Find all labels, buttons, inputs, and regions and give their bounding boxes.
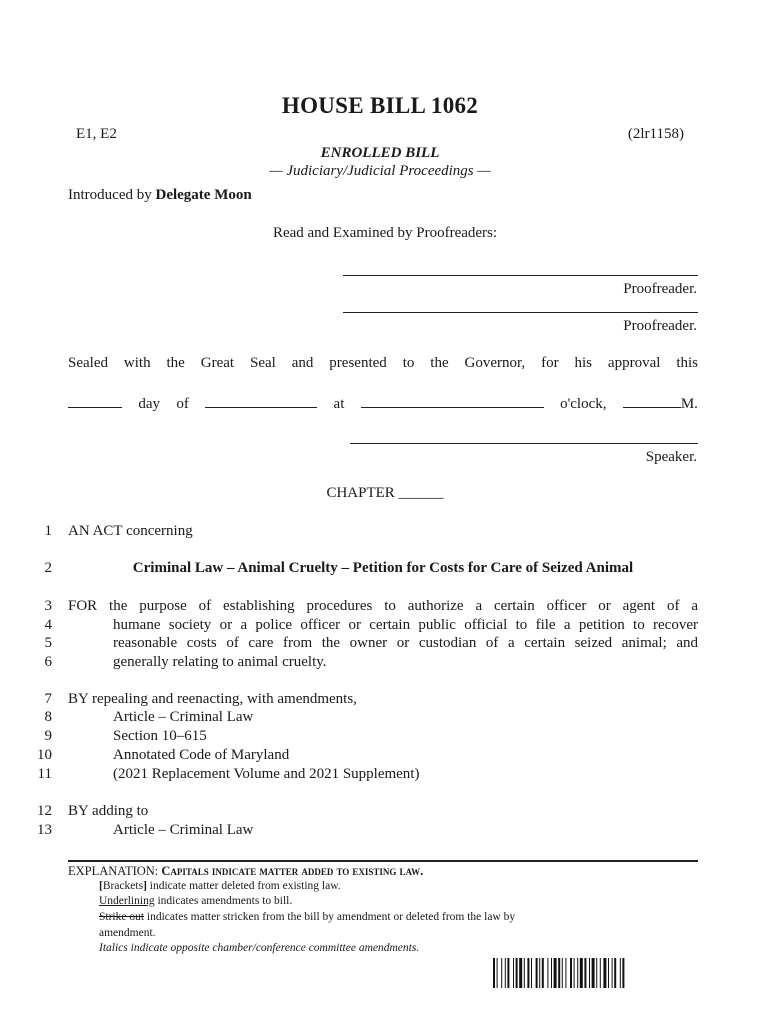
- footer-rule: [68, 860, 698, 862]
- barcode-bar: [493, 958, 495, 988]
- explanation-underlining: [99, 895, 292, 907]
- speaker-signature-line: [350, 443, 698, 444]
- purpose-line: reasonable costs of care from the owner or custodian of a certain seized animal; and: [113, 635, 698, 651]
- date-time-row: [68, 393, 698, 413]
- barcode-bar: [558, 958, 560, 988]
- barcode-bar: [507, 958, 509, 988]
- barcode-bar: [622, 958, 624, 988]
- barcode-bar: [562, 958, 563, 988]
- proofreader-signature-line-1: [343, 275, 698, 276]
- explanation-strike-cont: amendment.: [99, 927, 156, 939]
- line-number: 13: [37, 822, 52, 838]
- adding-line: Article – Criminal Law: [113, 822, 254, 838]
- bill-title: HOUSE BILL 1062: [281, 93, 479, 118]
- subject-codes: E1, E2: [76, 126, 117, 142]
- repeal-line: (2021 Replacement Volume and 2021 Supplement): [113, 766, 420, 782]
- barcode-bar: [574, 958, 575, 988]
- barcode-bar: [565, 958, 566, 988]
- barcode-image: [493, 958, 679, 988]
- chapter-line: CHAPTER ______: [326, 485, 444, 501]
- speaker-label: Speaker.: [645, 449, 697, 465]
- line-number: 2: [44, 560, 52, 576]
- strike-text: indicates matter stricken from the bill by amendment or deleted from the law by: [144, 911, 516, 923]
- introduced-prefix: Introduced by: [68, 187, 156, 203]
- purpose-line: FOR the purpose of establishing procedures to authorize a certain officer or agent of a: [68, 598, 698, 614]
- meridiem-blank: [623, 393, 681, 408]
- line-number: 5: [44, 635, 52, 651]
- explanation-label: EXPLANATION:: [68, 864, 162, 878]
- day-word: day: [138, 396, 161, 412]
- repeal-line: Article – Criminal Law: [113, 709, 254, 725]
- line-number: 3: [44, 598, 52, 614]
- barcode-bar: [551, 958, 552, 988]
- repeal-line: Section 10–615: [113, 728, 207, 744]
- barcode-bar: [513, 958, 514, 988]
- proofreader-label-2: Proofreader.: [623, 318, 697, 334]
- barcode-bar: [501, 958, 502, 988]
- at-word: at: [333, 396, 345, 412]
- line-number: 6: [44, 654, 52, 670]
- barcode-bar: [577, 958, 578, 988]
- barcode-bar: [580, 958, 583, 988]
- barcode-bar: [527, 958, 529, 988]
- barcode-bar: [536, 958, 538, 988]
- barcode-bar: [589, 958, 590, 988]
- brackets-word: Brackets: [102, 880, 144, 892]
- barcode-bar: [600, 958, 601, 988]
- explanation-italics: Italics indicate opposite chamber/conference committee amendments.: [99, 942, 420, 954]
- act-concerning: AN ACT concerning: [68, 523, 193, 539]
- sponsor-name: Delegate Moon: [155, 187, 252, 203]
- brackets-text: indicate matter deleted from existing law.: [146, 880, 341, 892]
- purpose-line: generally relating to animal cruelty.: [113, 654, 327, 670]
- line-number: 4: [44, 617, 52, 633]
- repeal-line: BY repealing and reenacting, with amendments,: [68, 691, 357, 707]
- m-word: M.: [680, 396, 698, 412]
- underlining-text: indicates amendments to bill.: [154, 895, 293, 907]
- barcode-bar: [603, 958, 606, 988]
- sealed-statement: Sealed with the Great Seal and presented to the Governor, for his approval this: [68, 355, 698, 371]
- proofreader-label-1: Proofreader.: [623, 281, 697, 297]
- time-blank: [361, 393, 544, 408]
- barcode-bar: [612, 958, 613, 988]
- enrolled-status: ENROLLED BILL: [320, 145, 440, 161]
- day-blank: [68, 393, 122, 408]
- bill-drafting-number: (2lr1158): [627, 126, 684, 142]
- line-number: 8: [44, 709, 52, 725]
- proofreader-signature-line-2: [343, 312, 698, 313]
- barcode-bar: [505, 958, 506, 988]
- line-number: 12: [37, 803, 52, 819]
- line-number: 9: [44, 728, 52, 744]
- barcode-bar: [542, 958, 544, 988]
- barcode-bar: [497, 958, 498, 988]
- barcode-bar: [524, 958, 525, 988]
- barcode-bar: [570, 958, 572, 988]
- line-number: 1: [44, 523, 52, 539]
- line-number: 11: [37, 766, 52, 782]
- explanation-capitals: Capitals indicate matter added to existing law.: [161, 864, 424, 878]
- committee-line: — Judiciary/Judicial Proceedings —: [269, 163, 491, 179]
- line-number: 10: [37, 747, 52, 763]
- line-number: 7: [44, 691, 52, 707]
- strike-word: Strike out: [99, 911, 145, 923]
- barcode-bar: [620, 958, 621, 988]
- barcode-bar: [539, 958, 540, 988]
- month-blank: [205, 393, 317, 408]
- barcode-bar: [608, 958, 609, 988]
- explanation-brackets: [Brackets] indicate matter deleted from existing law.: [99, 880, 341, 892]
- barcode-bar: [516, 958, 518, 988]
- of-word: of: [176, 396, 189, 412]
- explanation-heading: [68, 864, 423, 879]
- barcode-bar: [584, 958, 586, 988]
- barcode-bar: [547, 958, 548, 988]
- barcode-bar: [554, 958, 557, 988]
- proofreaders-heading: Read and Examined by Proofreaders:: [272, 225, 498, 241]
- barcode-bar: [531, 958, 532, 988]
- repeal-line: Annotated Code of Maryland: [113, 747, 290, 763]
- barcode-bar: [592, 958, 595, 988]
- underlining-word: Underlining: [99, 895, 155, 907]
- barcode-bar: [519, 958, 522, 988]
- oclock-word: o'clock,: [560, 396, 607, 412]
- meridiem-group: [623, 393, 698, 413]
- barcode-bar: [614, 958, 616, 988]
- adding-line: BY adding to: [68, 803, 149, 819]
- introduced-by: [68, 187, 252, 204]
- explanation-strike: [99, 911, 515, 923]
- bill-subject-title: Criminal Law – Animal Cruelty – Petition for Costs for Care of Seized Animal: [132, 560, 634, 576]
- purpose-line: humane society or a police officer or certain public official to file a petition to recover: [113, 617, 698, 633]
- barcode-bar: [596, 958, 597, 988]
